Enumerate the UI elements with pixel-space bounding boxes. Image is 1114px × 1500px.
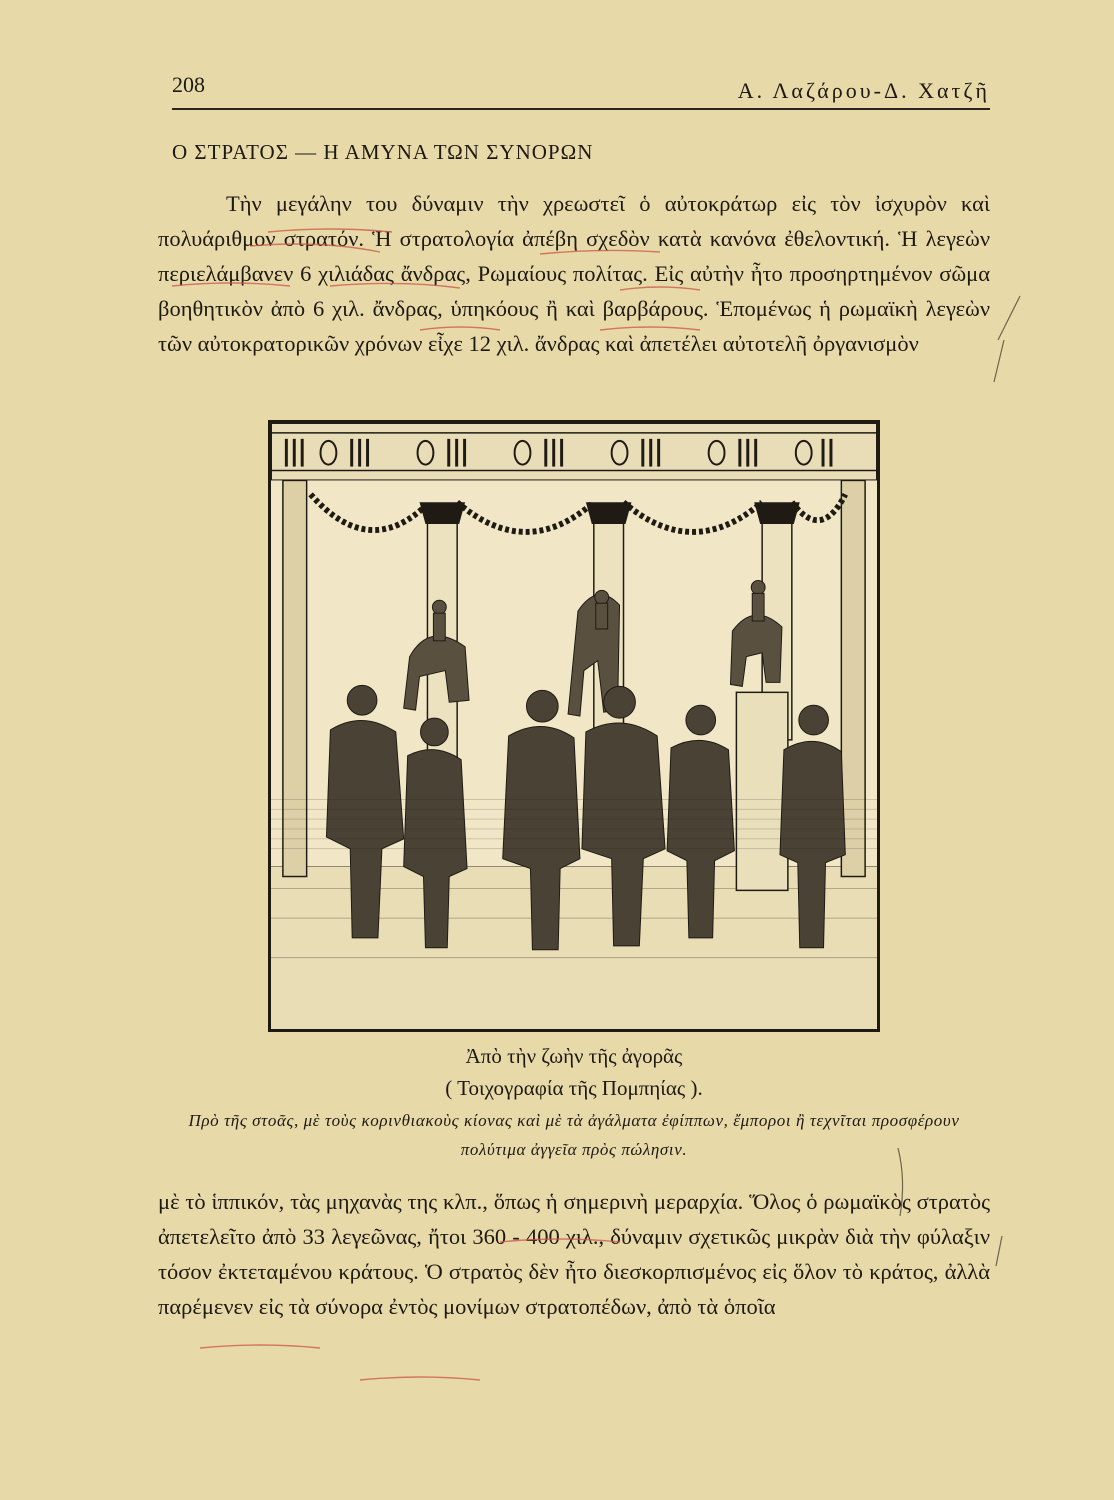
body-paragraph-1: Τὴν μεγάλην του δύναμιν τὴν χρεωστεῖ ὁ αὐτοκράτωρ εἰς τὸν ἰσχυρὸν καὶ πολυάριθμον στρατόν. Ἡ στρατολογία ἀπέβη σχεδὸν κατὰ κανόνα ἐθελοντική. Ἡ λεγεὼν περιελάμβανεν 6 χιλιάδας ἄνδρας, Ρωμαίους πολίτας. Εἰς αὐτὴν ἦτο προσηρτημένον σῶμα βοηθητικὸν ἀπὸ 6 χιλ. ἄνδρας, ὑπηκόους ἢ καὶ βαρβάρους. Ἑπομένως ἡ ρωμαϊκὴ λεγεὼν τῶν αὐτοκρατορικῶν χρόνων εἶχε 12 χιλ. ἄνδρας καὶ ἀπετέλει αὐτοτελῆ ὀργανισμὸν — [158, 191, 990, 356]
header-rule — [172, 108, 990, 110]
fresco-illustration — [268, 420, 880, 1032]
figure-caption-title: Ἀπὸ τὴν ζωὴν τῆς ἀγορᾶς — [465, 1044, 683, 1068]
figure-caption-source: ( Τοιχογραφία τῆς Πομπηίας ). — [445, 1076, 703, 1100]
fresco-engraving — [271, 423, 877, 1029]
figure-caption-description: Πρὸ τῆς στοᾶς, μὲ τοὺς κορινθιακοὺς κίονας καὶ μὲ τὰ ἀγάλματα ἐφίππων, ἔμποροι ἢ τεχνῖται προσφέρουν πολύτιμα ἀγγεῖα πρὸς πώλησιν. — [188, 1111, 960, 1159]
page-header — [172, 72, 990, 112]
page-number: 208 — [172, 72, 205, 97]
body-paragraph-2: μὲ τὸ ἱππικόν, τὰς μηχανὰς της κλπ., ὅπως ἡ σημερινὴ μεραρχία. Ὅλος ὁ ρωμαϊκὸς στρατὸς ἀπετελεῖτο ἀπὸ 33 λεγεῶνας, ἤτοι 360 - 400 χιλ., δύναμιν σχετικῶς μικρὰν διὰ τὴν φύλαξιν τόσον ἐκτεταμένου κράτους. Ὁ στρατὸς δὲν ἦτο διεσκορπισμένος εἰς ὅλον τὸ κράτος, ἀλλὰ παρέμενεν εἰς τὰ σύνορα ἐντὸς μονίμων στρατοπέδων, ἀπὸ τὰ ὁποῖα — [158, 1189, 990, 1319]
section-title: Ο ΣΤΡΑΤΟΣ — Η ΑΜΥΝΑ ΤΩΝ ΣΥΝΟΡΩΝ — [172, 140, 594, 164]
running-head: Α. Λαζάρου-Δ. Χατζῆ — [737, 78, 990, 103]
